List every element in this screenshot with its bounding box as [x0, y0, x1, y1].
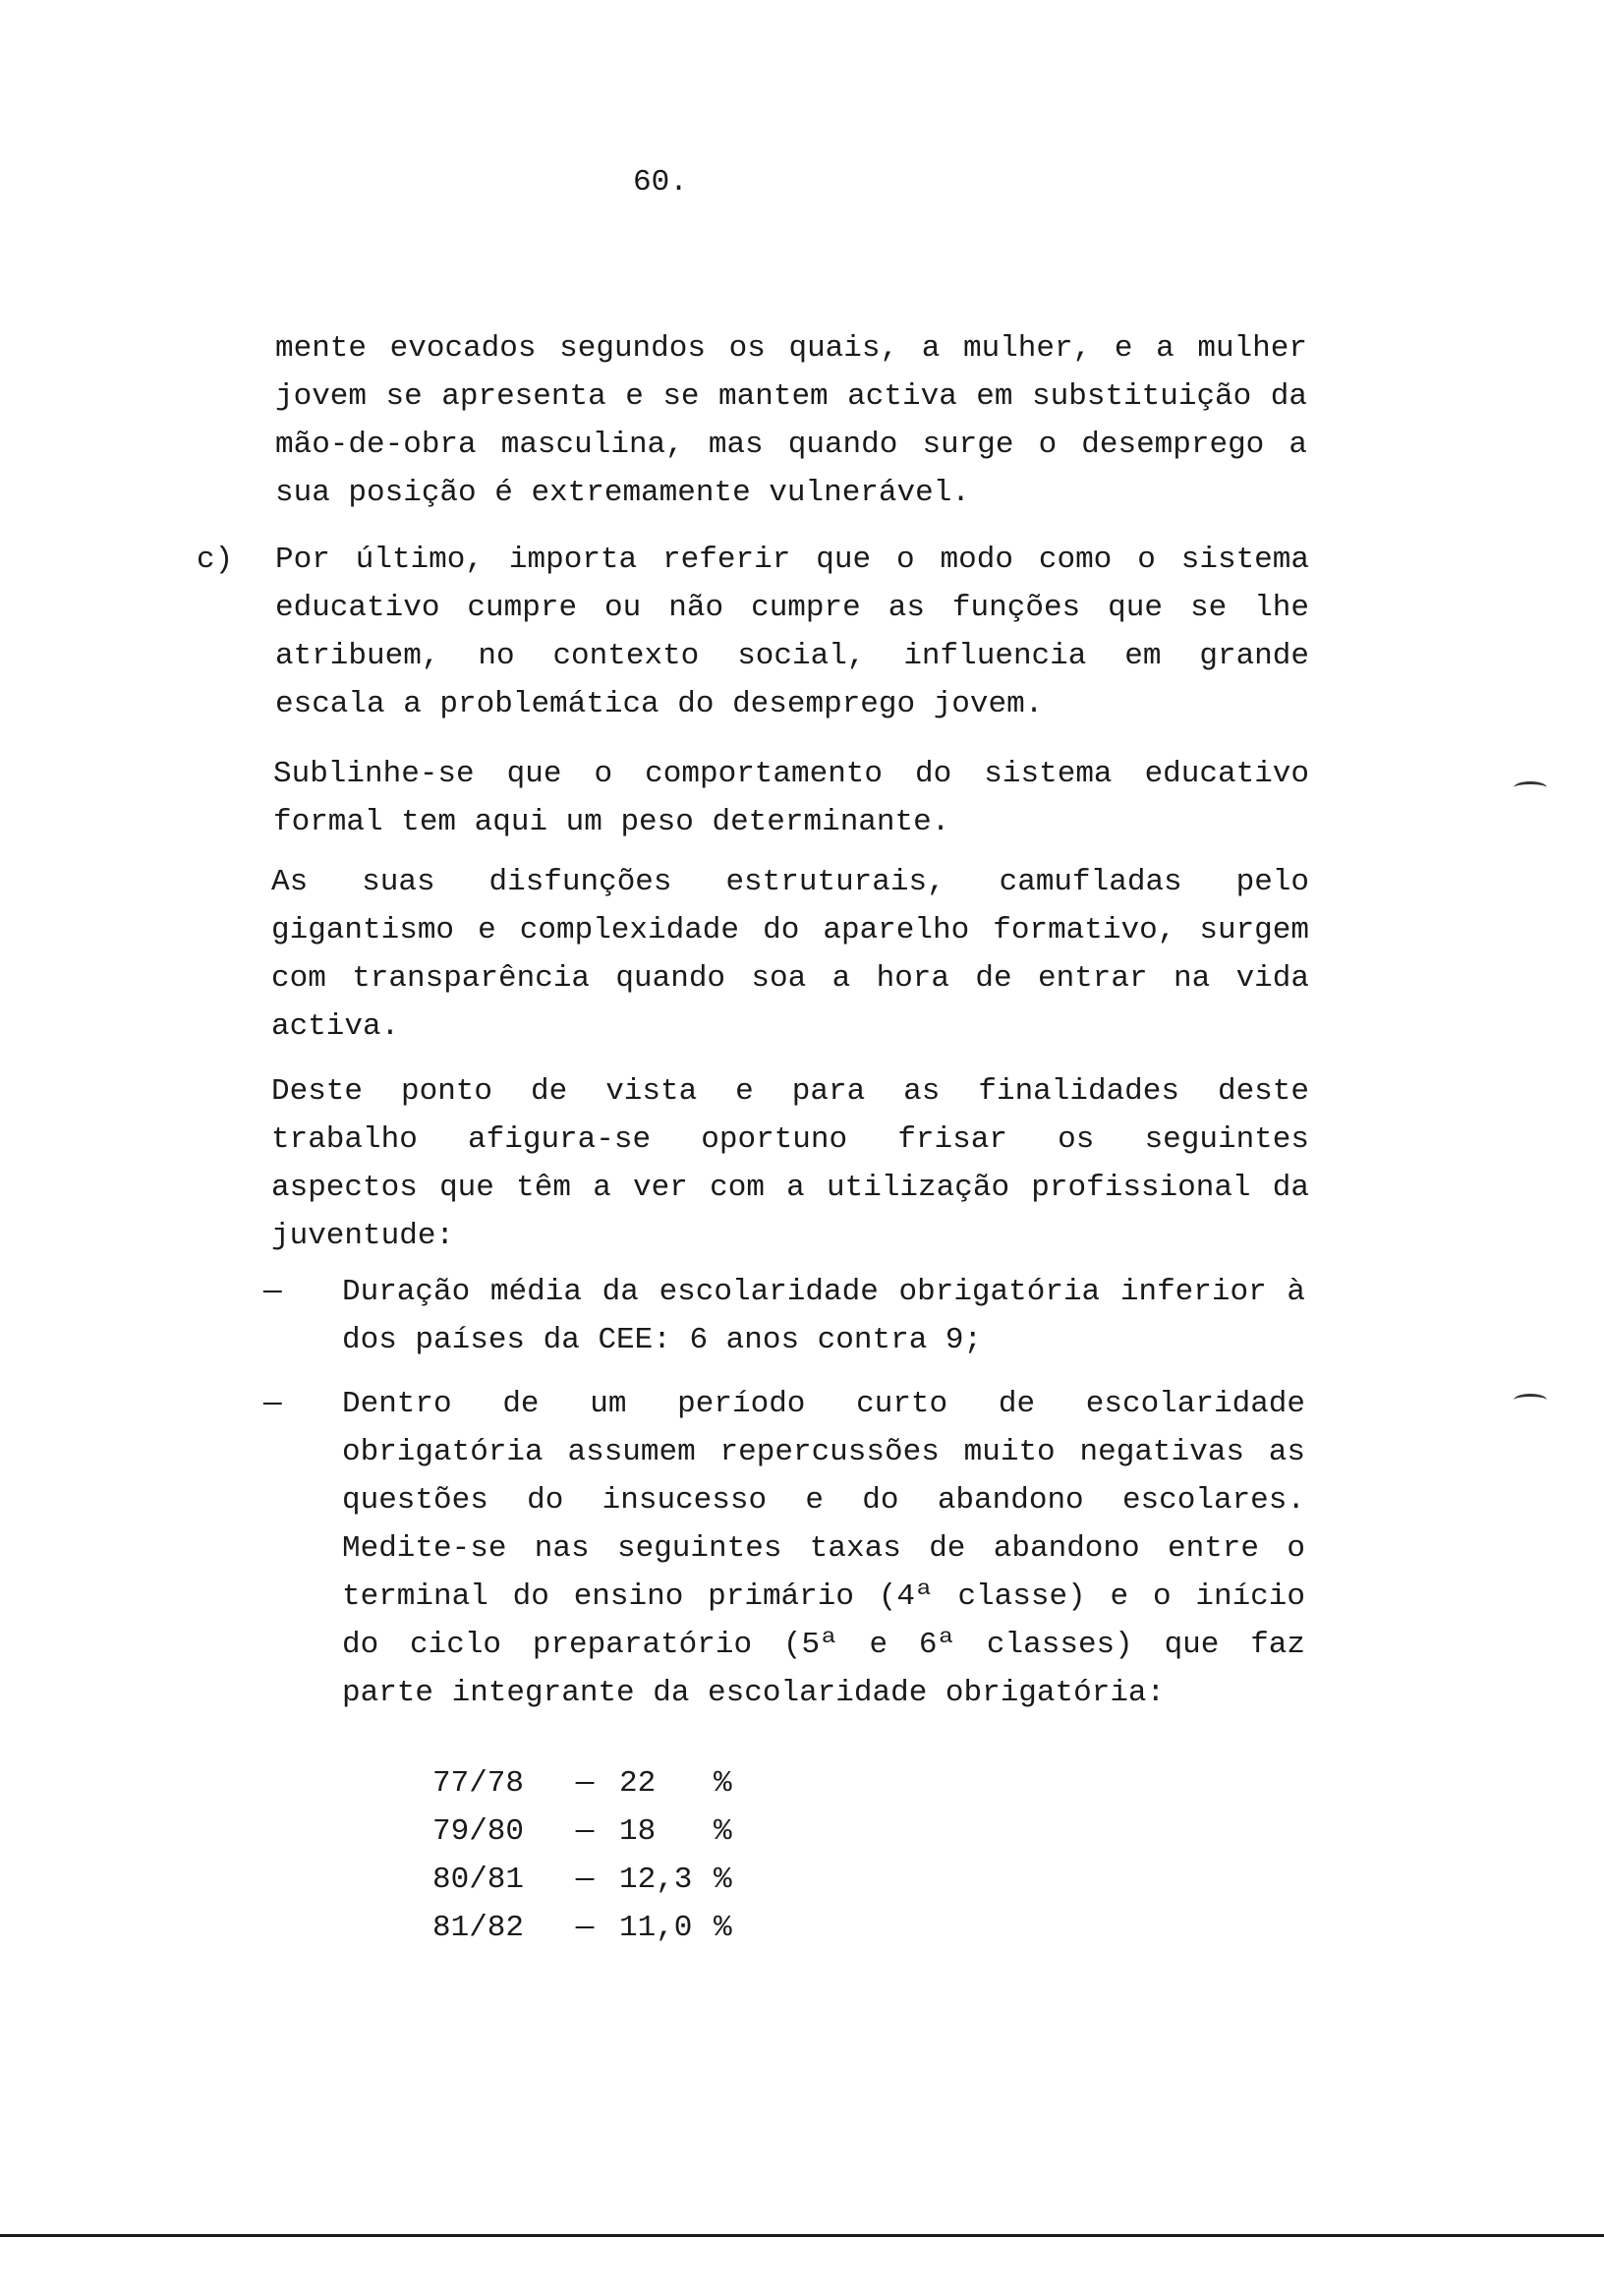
rate-unit: % — [714, 1814, 732, 1849]
rate-unit: % — [714, 1766, 732, 1801]
bottom-rule — [0, 2234, 1604, 2237]
rate-value: 12,3 — [619, 1863, 693, 1897]
rate-row — [432, 1759, 743, 1808]
rate-year: 80/81 — [432, 1863, 525, 1897]
bullet-dash-1: — — [263, 1275, 282, 1309]
dropout-rates-table — [432, 1759, 743, 1952]
rate-unit: % — [714, 1863, 732, 1897]
bullet-item-2: Dentro de um período curto de escolaridade obrigatória assumem repercussões muito negativas as questões do insucesso e do abandono escolares. Medite-se nas seguintes taxas de abandono entre o terminal do ensino primário (4ª classe) e o início do ciclo preparatório (5ª e 6ª classes) que faz parte integrante da escolaridade obrigatória: — [342, 1387, 1305, 1710]
rate-year: 81/82 — [432, 1911, 525, 1945]
rate-dash: — — [575, 1911, 595, 1945]
rate-dash: — — [575, 1766, 595, 1801]
rate-value: 11,0 — [619, 1911, 693, 1945]
margin-mark — [1514, 1394, 1547, 1406]
margin-mark — [1514, 781, 1547, 794]
rate-row — [432, 1904, 743, 1952]
rate-year: 79/80 — [432, 1814, 525, 1849]
bullet-item-1: Duração média da escolaridade obrigatória inferior à dos países da CEE: 6 anos contra 9; — [342, 1275, 1305, 1357]
page-number: 60. — [633, 165, 688, 200]
rate-dash: — — [575, 1814, 595, 1849]
rate-value: 22 — [619, 1766, 657, 1801]
paragraph-intro: mente evocados segundos os quais, a mulher, e a mulher jovem se apresenta e se mantem activa em substituição da mão-de-obra masculina, mas quando surge o desemprego a sua posição é extremamente vulnerável. — [275, 331, 1307, 510]
item-c-marker: c) — [197, 543, 234, 577]
rate-row — [432, 1856, 743, 1904]
item-c-text: Por último, importa referir que o modo como o sistema educativo cumpre ou não cumpre as funções que se lhe atribuem, no contexto social, influencia em grande escala a problemática do desemprego jovem. — [275, 543, 1309, 721]
rate-year: 77/78 — [432, 1766, 525, 1801]
bullet-dash-2: — — [263, 1387, 282, 1421]
paragraph-deste-ponto: Deste ponto de vista e para as finalidades deste trabalho afigura-se oportuno frisar os seguintes aspectos que têm a ver com a utilização profissional da juventude: — [271, 1074, 1309, 1253]
rate-value: 18 — [619, 1814, 657, 1849]
paragraph-disfuncoes: As suas disfunções estruturais, camufladas pelo gigantismo e complexidade do aparelho formativo, surgem com transparência quando soa a hora de entrar na vida activa. — [271, 865, 1309, 1044]
rate-unit: % — [714, 1911, 732, 1945]
paragraph-sublinhe: Sublinhe-se que o comportamento do sistema educativo formal tem aqui um peso determinante. — [273, 757, 1309, 839]
rate-dash: — — [575, 1863, 595, 1897]
rate-row — [432, 1808, 743, 1856]
